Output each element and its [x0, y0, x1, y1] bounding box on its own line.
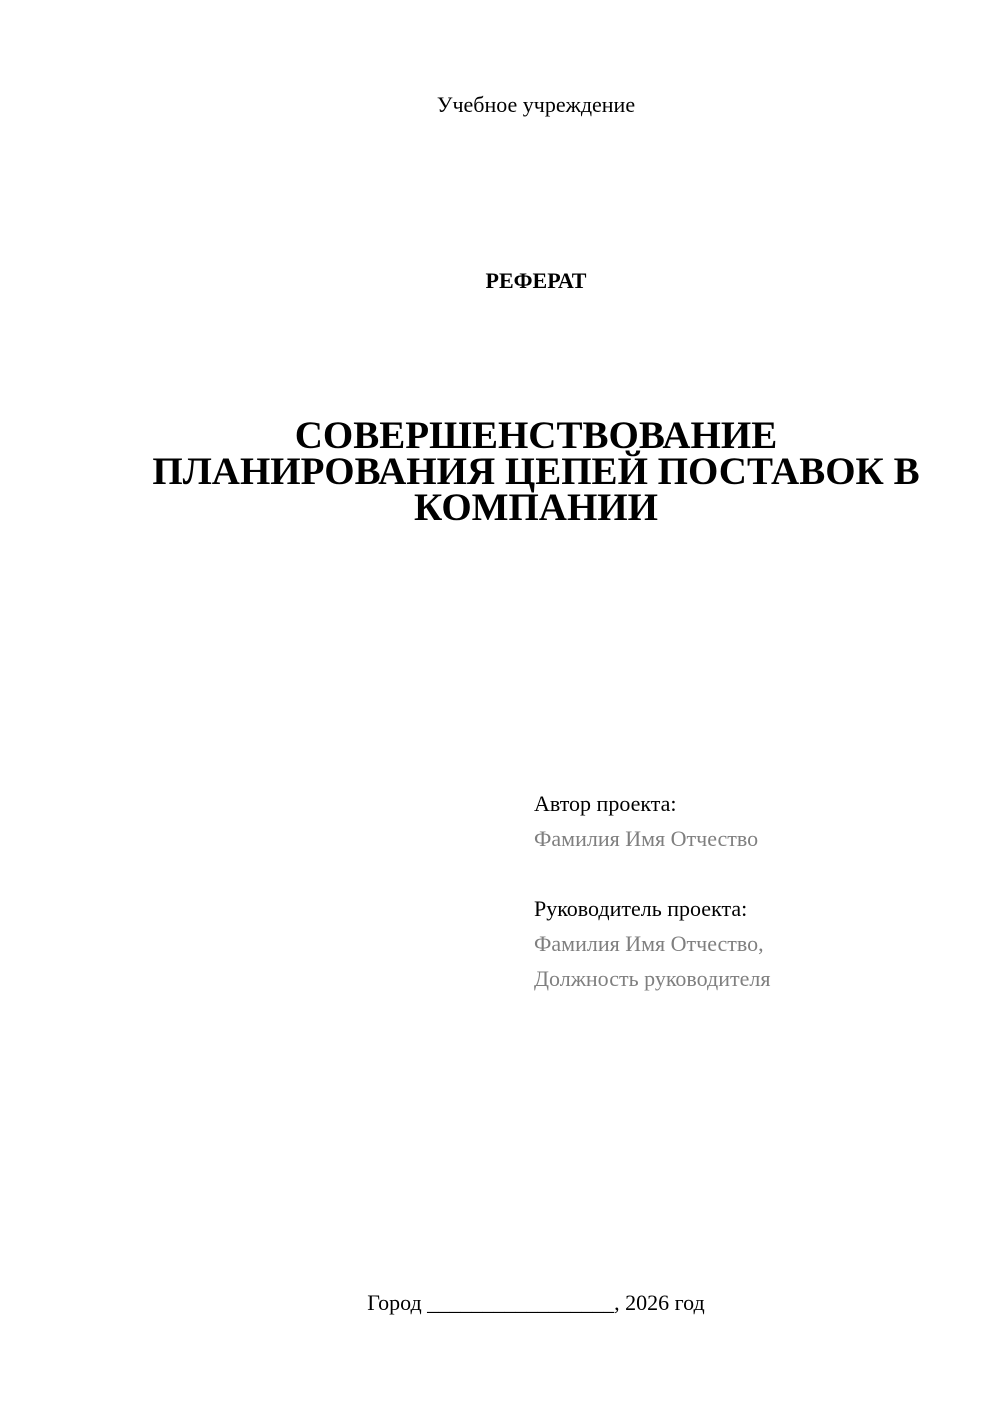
- title-line-2: ПЛАНИРОВАНИЯ ЦЕПЕЙ ПОСТАВОК В: [152, 450, 920, 493]
- institution-name: Учебное учреждение: [436, 92, 636, 117]
- document-type: РЕФЕРАТ: [485, 268, 587, 293]
- credits-block: [534, 786, 974, 996]
- supervisor-label: Руководитель проекта:: [534, 896, 748, 921]
- author-name: Фамилия Имя Отчество: [534, 826, 759, 851]
- author-label: Автор проекта:: [534, 791, 677, 816]
- city-year-line: Город _________________, 2026 год: [367, 1290, 705, 1315]
- title-line-3: КОМПАНИИ: [414, 486, 658, 529]
- title-line-1: СОВЕРШЕНСТВОВАНИЕ: [294, 414, 778, 457]
- credits-spacer: [534, 856, 974, 891]
- page-title: [150, 414, 922, 529]
- supervisor-name: Фамилия Имя Отчество,: [534, 931, 764, 956]
- supervisor-position: Должность руководителя: [534, 966, 771, 991]
